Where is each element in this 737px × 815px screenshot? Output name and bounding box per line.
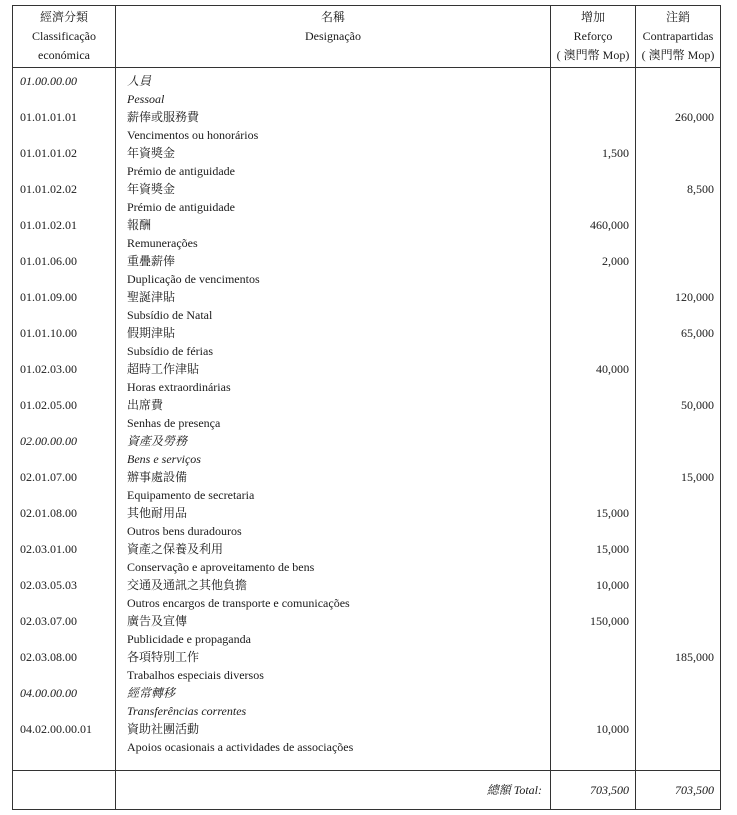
row-code: 01.01.02.01	[13, 216, 116, 252]
row-reforco	[551, 288, 636, 324]
row-designation-zh: 資產及勞務	[127, 434, 188, 448]
row-designation	[116, 324, 551, 360]
row-designation-zh: 經常轉移	[127, 686, 176, 700]
row-contrapartidas	[636, 612, 721, 648]
row-reforco: 15,000	[551, 540, 636, 576]
row-code: 04.00.00.00	[13, 684, 116, 720]
row-designation-pt: Prémio de antiguidade	[127, 200, 235, 214]
row-contrapartidas: 65,000	[636, 324, 721, 360]
row-designation-pt: Remunerações	[127, 236, 198, 250]
row-designation-zh: 資產之保養及利用	[127, 542, 224, 556]
header-contra-pt: Contrapartidas	[642, 29, 714, 43]
header-reforco-unit: ( 澳門幣 Mop)	[556, 48, 630, 62]
row-contrapartidas	[636, 360, 721, 396]
row-designation	[116, 432, 551, 468]
row-designation	[116, 612, 551, 648]
table-row	[13, 144, 721, 180]
row-designation-pt: Bens e serviços	[127, 452, 201, 466]
row-code: 02.03.01.00	[13, 540, 116, 576]
row-designation	[116, 648, 551, 684]
header-reforco-pt: Reforço	[573, 29, 613, 43]
row-reforco: 15,000	[551, 504, 636, 540]
row-contrapartidas	[636, 252, 721, 288]
row-contrapartidas	[636, 432, 721, 468]
header-designation-pt: Designação	[305, 29, 361, 43]
row-designation-pt: Conservação e aproveitamento de bens	[127, 560, 315, 574]
table-row	[13, 396, 721, 432]
row-contrapartidas	[636, 504, 721, 540]
header-classification-pt2: económica	[38, 48, 90, 62]
row-code: 01.00.00.00	[13, 72, 116, 108]
row-designation-pt: Outros encargos de transporte e comunicações	[127, 596, 350, 610]
row-contrapartidas	[636, 144, 721, 180]
header-reforco-zh: 增加	[580, 10, 605, 24]
row-reforco: 150,000	[551, 612, 636, 648]
row-designation-pt: Horas extraordinárias	[127, 380, 231, 394]
row-designation-pt: Apoios ocasionais a actividades de associações	[127, 740, 354, 754]
row-designation-zh: 薪俸或服務費	[127, 110, 200, 124]
row-designation-zh: 超時工作津貼	[127, 362, 200, 376]
row-designation-zh: 重疊薪俸	[127, 254, 176, 268]
row-contrapartidas: 185,000	[636, 648, 721, 684]
table-row	[13, 648, 721, 684]
row-designation-zh: 其他耐用品	[127, 506, 188, 520]
row-code: 02.01.07.00	[13, 468, 116, 504]
row-contrapartidas	[636, 216, 721, 252]
row-reforco	[551, 432, 636, 468]
row-reforco: 460,000	[551, 216, 636, 252]
row-code: 01.01.06.00	[13, 252, 116, 288]
header-row	[13, 6, 721, 68]
row-contrapartidas	[636, 684, 721, 720]
row-designation	[116, 396, 551, 432]
row-reforco: 10,000	[551, 720, 636, 756]
row-designation-pt: Duplicação de vencimentos	[127, 272, 260, 286]
total-label: 總額 Total:	[116, 771, 551, 810]
spacer-row	[13, 756, 721, 771]
budget-table	[12, 5, 721, 810]
row-contrapartidas	[636, 576, 721, 612]
row-designation	[116, 540, 551, 576]
row-reforco: 1,500	[551, 144, 636, 180]
table-row	[13, 288, 721, 324]
row-contrapartidas: 120,000	[636, 288, 721, 324]
table-row	[13, 252, 721, 288]
row-designation	[116, 72, 551, 108]
row-designation-pt: Vencimentos ou honorários	[127, 128, 259, 142]
chapter-row	[13, 684, 721, 720]
header-reforco	[551, 6, 636, 68]
row-contrapartidas: 260,000	[636, 108, 721, 144]
row-designation	[116, 576, 551, 612]
row-designation	[116, 180, 551, 216]
table-row	[13, 180, 721, 216]
row-code: 02.03.08.00	[13, 648, 116, 684]
row-code: 02.01.08.00	[13, 504, 116, 540]
row-designation-zh: 出席費	[127, 398, 164, 412]
header-contra-zh: 注銷	[665, 10, 690, 24]
header-classification-pt1: Classificação	[32, 29, 96, 43]
row-designation-zh: 假期津貼	[127, 326, 176, 340]
row-designation-pt: Publicidade e propaganda	[127, 632, 251, 646]
row-code: 01.02.05.00	[13, 396, 116, 432]
table-row	[13, 540, 721, 576]
row-reforco	[551, 396, 636, 432]
row-code: 01.01.02.02	[13, 180, 116, 216]
row-code: 02.03.07.00	[13, 612, 116, 648]
header-contra-unit: ( 澳門幣 Mop)	[641, 48, 715, 62]
table-row	[13, 108, 721, 144]
row-reforco	[551, 324, 636, 360]
header-classification-zh: 經濟分類	[39, 10, 88, 24]
row-designation-zh: 交通及通訊之其他負擔	[127, 578, 248, 592]
chapter-row	[13, 432, 721, 468]
row-code: 01.01.01.02	[13, 144, 116, 180]
total-row	[13, 771, 721, 810]
row-reforco: 2,000	[551, 252, 636, 288]
chapter-row	[13, 72, 721, 108]
row-designation	[116, 252, 551, 288]
row-designation	[116, 144, 551, 180]
row-code: 01.01.09.00	[13, 288, 116, 324]
row-designation-pt: Pessoal	[127, 92, 165, 106]
row-designation	[116, 108, 551, 144]
row-designation-zh: 辦事處設備	[127, 470, 188, 484]
row-contrapartidas	[636, 720, 721, 756]
row-contrapartidas	[636, 540, 721, 576]
row-code: 01.01.01.01	[13, 108, 116, 144]
total-contrapartidas: 703,500	[636, 771, 721, 810]
table-row	[13, 576, 721, 612]
row-reforco	[551, 72, 636, 108]
row-contrapartidas: 8,500	[636, 180, 721, 216]
row-designation-pt: Prémio de antiguidade	[127, 164, 235, 178]
row-designation-pt: Senhas de presença	[127, 416, 221, 430]
row-designation-zh: 人員	[127, 74, 152, 88]
row-designation-zh: 資助社團活動	[127, 722, 200, 736]
row-designation	[116, 468, 551, 504]
table-body	[13, 68, 721, 757]
row-designation-zh: 年資獎金	[127, 146, 176, 160]
header-designation	[116, 6, 551, 68]
budget-table-sheet	[12, 5, 720, 810]
row-reforco	[551, 684, 636, 720]
row-designation-pt: Trabalhos especiais diversos	[127, 668, 264, 682]
row-code: 01.02.03.00	[13, 360, 116, 396]
row-designation-zh: 聖誕津貼	[127, 290, 176, 304]
row-designation-pt: Subsídio de Natal	[127, 308, 213, 322]
row-designation-zh: 年資獎金	[127, 182, 176, 196]
row-designation-pt: Outros bens duradouros	[127, 524, 242, 538]
row-designation	[116, 684, 551, 720]
table-row	[13, 360, 721, 396]
table-row	[13, 612, 721, 648]
row-reforco	[551, 648, 636, 684]
row-contrapartidas: 15,000	[636, 468, 721, 504]
row-designation-pt: Equipamento de secretaria	[127, 488, 255, 502]
row-code: 02.00.00.00	[13, 432, 116, 468]
row-reforco	[551, 180, 636, 216]
header-classification	[13, 6, 116, 68]
row-reforco	[551, 108, 636, 144]
row-contrapartidas	[636, 72, 721, 108]
row-designation-pt: Subsídio de férias	[127, 344, 213, 358]
row-designation-zh: 廣告及宣傳	[127, 614, 188, 628]
row-designation	[116, 360, 551, 396]
row-reforco: 40,000	[551, 360, 636, 396]
row-contrapartidas: 50,000	[636, 396, 721, 432]
row-code: 01.01.10.00	[13, 324, 116, 360]
row-designation	[116, 720, 551, 756]
table-row	[13, 720, 721, 756]
row-designation	[116, 288, 551, 324]
row-designation-pt: Transferências correntes	[127, 704, 247, 718]
row-designation	[116, 504, 551, 540]
table-row	[13, 504, 721, 540]
row-reforco	[551, 468, 636, 504]
row-code: 02.03.05.03	[13, 576, 116, 612]
total-reforco: 703,500	[551, 771, 636, 810]
table-row	[13, 324, 721, 360]
table-row	[13, 468, 721, 504]
row-code: 04.02.00.00.01	[13, 720, 116, 756]
row-reforco: 10,000	[551, 576, 636, 612]
row-designation-zh: 各項特別工作	[127, 650, 200, 664]
row-designation-zh: 報酬	[127, 218, 152, 232]
header-designation-zh: 名稱	[320, 10, 345, 24]
row-designation	[116, 216, 551, 252]
table-row	[13, 216, 721, 252]
header-contrapartidas	[636, 6, 721, 68]
